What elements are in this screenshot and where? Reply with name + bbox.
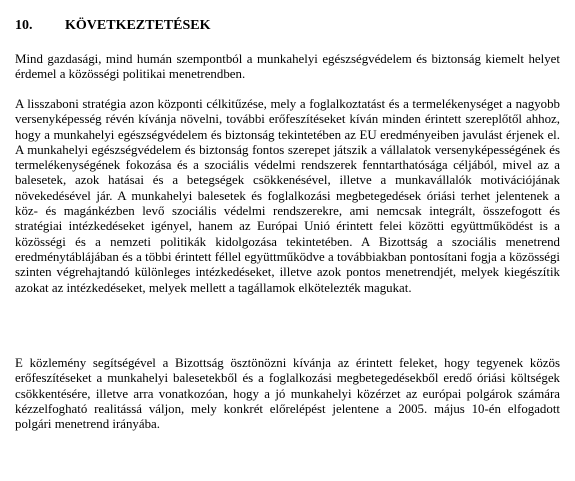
paragraph-communication-aim: E közlemény segítségével a Bizottság ösztönözni kívánja az érintett feleket, hogy tegyenek közös erőfeszítéseket a munkahelyi balesetekből és a foglalkozási megbetegedésekből eredő óriási költségek csökkentésére, illetve arra vonatkozóan, hogy a jó munkahelyi közérzet az európai polgárok számára kézzelfogható realitássá váljon, mely konkrét előrelépést jelentene a 2005. május 10-én elfogadott polgári menetrend irányába. (15, 356, 560, 432)
paragraph-lisbon-strategy: A lisszaboni stratégia azon központi célkitűzése, mely a foglalkoztatást és a termelékenységet a nagyobb versenyképesség révén kívánja növelni, további erőfeszítéseket kíván minden érintett szereplőtől ahhoz, hogy a munkahelyi egészségvédelem és biztonság tekintetében az EU eredményeiben javulást érjenek el. A munkahelyi egészségvédelem és biztonság fontos szerepet játszik a vállalatok versenyképességének és termelékenységének fokozása és a szociális védelmi rendszerek fenntarthatósága céljából, mivel az a balesetek, azok hatásai és a betegségek csökkenésével, illetve a munkavállalók motivációjának növekedésével jár. A munkahelyi balesetek és foglalkozási megbetegedések óriási terhet jelentenek a köz- és magánkézben levő szociális védelmi rendszerekre, ami nemcsak integrált, összefogott és stratégiai intézkedéseket igényel, hanem az Európai Unió érintett felei közötti együttműködést is a közösségi és a nemzeti politikák kidolgozása tekintetében. A Bizottság a szociális menetrend eredménytáblájában és a többi érintett féllel együttműködve a továbbiakban pontosítani fogja a közösségi szinten végrehajtandó különleges intézkedéseket, illetve azok pontos menetrendjét, melyek kiegészítik azokat az intézkedéseket, melyek mellett a tagállamok elkötelezték magukat. (15, 97, 560, 295)
section-number: 10. (15, 18, 33, 33)
section-title: KÖVETKEZTETÉSEK (65, 18, 211, 33)
section-heading (15, 17, 211, 35)
paragraph-intro: Mind gazdasági, mind humán szempontból a munkahelyi egészségvédelem és biztonság kiemelt helyet érdemel a közösségi politikai menetrendben. (15, 52, 560, 82)
